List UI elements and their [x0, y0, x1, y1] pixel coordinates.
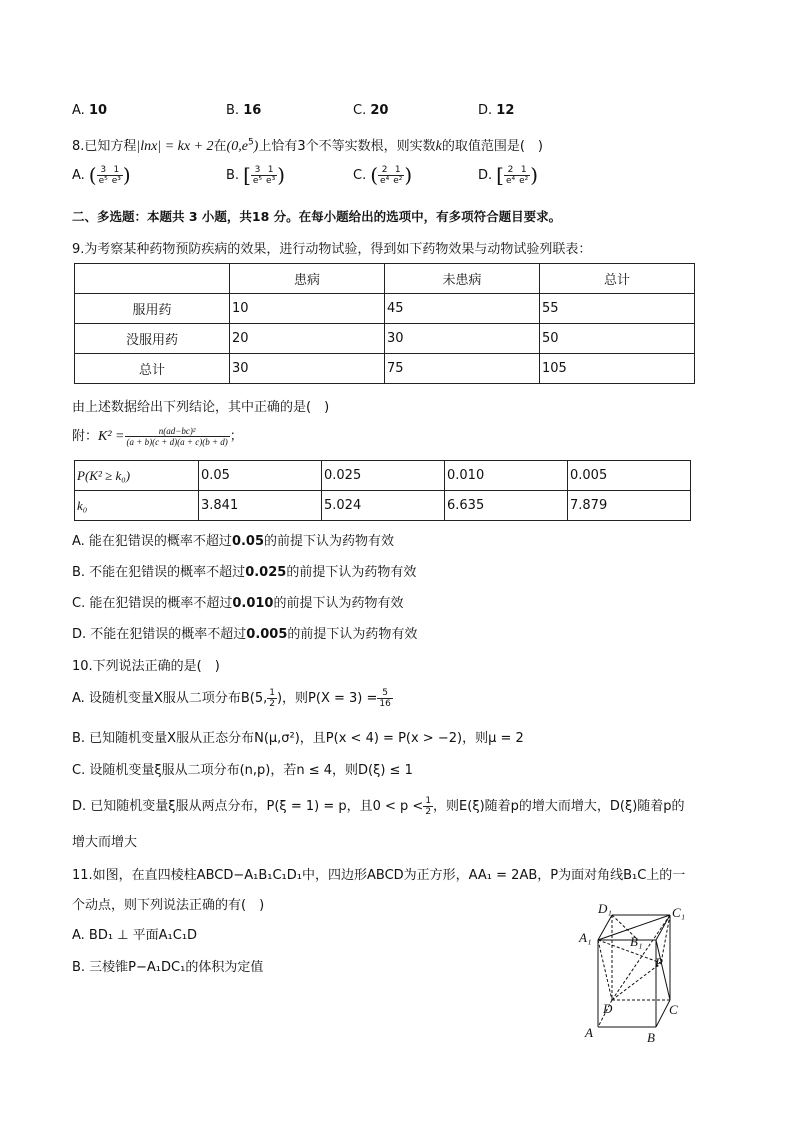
table-row [75, 491, 691, 521]
q9-formula [72, 425, 243, 447]
q8-option-b-frac1 [251, 165, 264, 186]
q11-option-b: B. 三棱锥P−A₁DC₁的体积为定值 [72, 960, 264, 975]
q10-stem: 10.下列说法正确的是( ) [72, 659, 220, 674]
q8-interval: (0,e [226, 139, 248, 154]
q8-option-b-close: ) [277, 163, 285, 187]
table-row [75, 461, 691, 491]
denominator: e² [519, 175, 529, 186]
denominator: (a + b)(c + d)(a + c)(b + d) [126, 437, 228, 447]
denominator: 2 [425, 807, 432, 817]
table-cell: 30 [385, 324, 540, 354]
table-cell: k₀ [75, 491, 199, 521]
q8-option-b [226, 163, 285, 187]
q8-option-c-label: C. [353, 167, 367, 183]
denominator: 2 [269, 699, 275, 709]
table-cell: 总计 [540, 264, 695, 294]
prism-vertex-labels [578, 901, 685, 1045]
option-number: 0.05 [231, 534, 265, 549]
table-cell: 患病 [230, 264, 385, 294]
numerator: 1 [110, 165, 123, 176]
denominator: e³ [111, 175, 121, 186]
q8-interval-sup: 5 [247, 137, 254, 148]
table-cell [75, 264, 230, 294]
q8-option-b-frac2 [264, 165, 277, 186]
q9-option-a [72, 530, 394, 549]
option-text: )，则P(X = 3) = [276, 691, 378, 706]
q8-option-c [353, 163, 412, 187]
q8-option-a-open: ( [88, 163, 97, 187]
numerator: 1 [425, 796, 432, 806]
q9-critical-value-table [74, 460, 691, 521]
q8-option-d-close: ) [530, 163, 539, 187]
q9-stem: 9.为考察某种药物预防疾病的效果，进行动物试验，得到如下药物效果与动物试验列联表： [72, 242, 592, 257]
q10-option-a [72, 687, 393, 709]
q11-stem-line2: 个动点，则下列说法正确的有( ) [72, 898, 265, 913]
q8-variable: k [435, 139, 442, 154]
q8-option-a-frac1 [97, 165, 110, 186]
q9-option-c [72, 592, 403, 611]
option-number: 0.010 [232, 596, 274, 611]
q8-stem-part-d: 的取值范围是( ) [441, 139, 543, 154]
numerator: 1 [264, 165, 277, 176]
q8-option-c-frac1 [378, 165, 391, 186]
table-cell: 0.025 [322, 461, 445, 491]
q10-option-c: C. 设随机变量ξ服从二项分布(n,p)，若n ≤ 4，则D(ξ) ≤ 1 [72, 763, 413, 778]
table-cell: 75 [385, 354, 540, 384]
q7-option-a: A. 10 [72, 103, 108, 118]
q10-option-d [72, 795, 685, 817]
table-cell: 50 [540, 324, 695, 354]
option-text: ，则E(ξ)随着p的增大而增大，D(ξ)随着p的 [433, 799, 685, 814]
vertex-label-b: B [647, 1030, 655, 1045]
table-cell: 7.879 [568, 491, 691, 521]
option-number: 0.005 [246, 627, 288, 642]
vertex-label-a: A [585, 1025, 593, 1040]
formula-fraction [125, 426, 230, 447]
q9-option-d [72, 623, 417, 642]
q7-option-b: B. 16 [226, 103, 262, 118]
vertex-label-c1: C₁ [672, 905, 686, 920]
table-row [75, 354, 695, 384]
q8-option-a-label: A. [72, 167, 85, 183]
option-text: 的前提下认为药物有效 [264, 534, 395, 549]
table-row [75, 324, 695, 354]
q8-option-d [478, 163, 538, 187]
q7-option-c-value: 20 [370, 103, 389, 118]
denominator: e² [393, 175, 403, 186]
q9-option-b [72, 561, 416, 580]
q8-option-c-frac2 [391, 165, 404, 186]
q8-stem [72, 135, 543, 155]
vertex-label-d: D [603, 1001, 613, 1016]
table-cell: 45 [385, 294, 540, 324]
table-header-row [75, 264, 695, 294]
q8-stem-part-a: 8.已知方程 [72, 139, 137, 154]
denominator: e⁴ [380, 175, 390, 186]
q10-option-d-line2: 增大而增大 [72, 835, 138, 850]
table-cell: 总计 [75, 354, 230, 384]
table-cell: P(K² ≥ k₀) [75, 461, 199, 491]
table-cell: 55 [540, 294, 695, 324]
fraction [267, 688, 277, 709]
table-cell: 0.005 [568, 461, 691, 491]
formula-end: ； [229, 429, 243, 444]
vertex-label-p: P [655, 955, 663, 970]
fraction [377, 688, 392, 709]
numerator: n(ad−bc)² [125, 426, 230, 437]
vertex-label-b1: B₁ [630, 934, 643, 949]
table-cell: 服用药 [75, 294, 230, 324]
table-cell: 10 [230, 294, 385, 324]
denominator: 16 [379, 699, 391, 709]
numerator: 2 [504, 165, 517, 176]
q8-option-a-frac2 [110, 165, 123, 186]
denominator: e⁵ [98, 175, 108, 186]
table-cell: 没服用药 [75, 324, 230, 354]
table-cell: 0.05 [199, 461, 322, 491]
option-number: 0.025 [245, 565, 287, 580]
numerator: 1 [269, 688, 275, 698]
denominator: e⁴ [505, 175, 516, 186]
table-cell: 20 [230, 324, 385, 354]
q8-option-d-label: D. [478, 167, 493, 183]
q7-option-c: C. 20 [353, 103, 389, 118]
option-text: B. 不能在犯错误的概率不超过 [72, 565, 246, 580]
formula-prefix: 附： [72, 429, 99, 444]
q8-option-b-label: B. [226, 167, 240, 183]
formula-lhs: K² = [98, 429, 125, 444]
option-text: D. 已知随机变量ξ服从两点分布，P(ξ = 1) = p，且0 < p < [72, 799, 424, 814]
table-cell: 105 [540, 354, 695, 384]
q8-option-a-close: ) [122, 163, 131, 187]
table-cell: 6.635 [445, 491, 568, 521]
numerator: 2 [378, 165, 391, 176]
q10-option-b: B. 已知随机变量X服从正态分布N(μ,σ²)，且P(x < 4) = P(x > −2)，则μ = 2 [72, 731, 524, 746]
q8-option-c-close: ) [404, 163, 413, 187]
table-cell: 5.024 [322, 491, 445, 521]
q7-option-a-value: 10 [88, 103, 108, 118]
q8-option-d-frac2 [517, 165, 530, 186]
table-cell: 3.841 [199, 491, 322, 521]
q7-option-d-value: 12 [496, 103, 515, 118]
fraction [423, 796, 433, 817]
q7-option-d: D. 12 [478, 103, 515, 118]
q8-stem-part-b: 在 [213, 139, 227, 154]
q8-option-b-open: [ [243, 163, 251, 187]
option-text: C. 能在犯错误的概率不超过 [72, 596, 233, 611]
q8-option-a [72, 163, 131, 187]
q9-conclusion: 由上述数据给出下列结论，其中正确的是( ) [72, 400, 330, 415]
table-row [75, 294, 695, 324]
section2-title: 二、多选题：本题共 3 小题，共18 分。在每小题给出的选项中，有多项符合题目要求。 [72, 209, 562, 224]
numerator: 1 [517, 165, 530, 176]
q9-contingency-table [74, 263, 695, 384]
prism-figure [570, 900, 700, 1050]
q8-interval-end: ) [253, 139, 259, 154]
numerator: 1 [391, 165, 404, 176]
vertex-label-c: C [669, 1002, 678, 1017]
q8-option-d-open: [ [496, 163, 504, 187]
option-text: D. 不能在犯错误的概率不超过 [72, 627, 247, 642]
table-cell: 30 [230, 354, 385, 384]
option-text: 的前提下认为药物有效 [286, 565, 417, 580]
q11-option-a: A. BD₁ ⊥ 平面A₁C₁D [72, 928, 198, 943]
option-text: 的前提下认为药物有效 [287, 627, 418, 642]
q8-option-d-frac1 [504, 165, 517, 186]
vertex-label-d1: D₁ [598, 901, 612, 916]
option-text: A. 能在犯错误的概率不超过 [72, 534, 232, 549]
table-cell: 未患病 [385, 264, 540, 294]
q8-stem-part-c: 上恰有3个不等实数根，则实数 [258, 139, 436, 154]
q11-stem-line1: 11.如图，在直四棱柱ABCD−A₁B₁C₁D₁中，四边形ABCD为正方形，AA₁ = 2AB，P为面对角线B₁C上的一 [72, 868, 686, 883]
table-cell: 0.010 [445, 461, 568, 491]
option-text: A. 设随机变量X服从二项分布B(5, [72, 691, 268, 706]
denominator: e³ [266, 175, 276, 186]
numerator: 5 [377, 688, 392, 699]
option-text: 的前提下认为药物有效 [273, 596, 404, 611]
q8-option-c-open: ( [370, 163, 379, 187]
q7-option-b-value: 16 [243, 103, 262, 118]
numerator: 3 [251, 165, 264, 176]
numerator: 3 [97, 165, 110, 176]
denominator: e⁵ [252, 175, 263, 186]
vertex-label-a1: A₁ [579, 930, 592, 945]
q8-equation: |lnx| = kx + 2 [136, 139, 214, 154]
